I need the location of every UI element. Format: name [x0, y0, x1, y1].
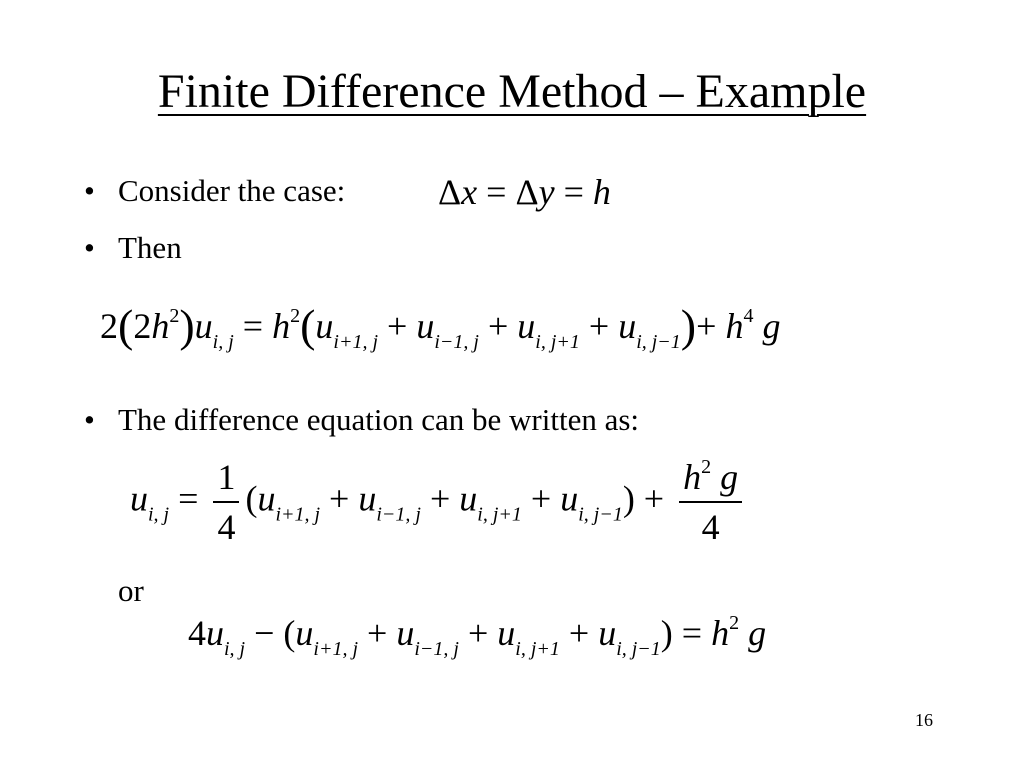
equation-case: Δx = Δy = h	[438, 172, 611, 212]
bullet-consider-text: Consider the case:	[118, 173, 346, 208]
bullet-then-text: Then	[118, 230, 182, 265]
bullet-then	[84, 230, 182, 266]
bullet-difference	[84, 402, 639, 438]
page-number: 16	[915, 710, 933, 730]
slide-title	[0, 62, 1024, 122]
equation-or: $4u_{i, j} - (u_{i+1, j} + u_{i-1, j} + u_{i, j+1} + u_{i, j-1}) = h^2$ g	[188, 612, 767, 660]
bullet-dot-icon: •	[84, 402, 95, 437]
slide-title-text: Finite Difference Method – Example	[157, 65, 867, 118]
bullet-dot-icon: •	[84, 173, 95, 208]
equation-difference: $u_{i, j}$ = $\frac{1}{4}$ $(u_{i+1, j} + u_{i-1, j} + u_{i, j+1} + u_{i, j-1})$ + $\frac{h^2 g}{4}$	[130, 455, 748, 549]
bullet-dot-icon: •	[84, 230, 95, 265]
bullet-difference-text: The difference equation can be written as:	[118, 402, 640, 437]
equation-then: $2(2h^2)u_{i, j} = h^2(u_{i+1, j} + u_{i-1, j} + u_{i, j+1} + u_{i, j-1})+ h^4$ g	[100, 300, 781, 353]
or-label: or	[118, 573, 144, 608]
fraction-one-quarter: $\frac{1}{4}$	[213, 455, 239, 549]
fraction-h2g-over-4: $\frac{h^2 g}{4}$	[679, 455, 742, 549]
bullet-consider	[84, 173, 345, 209]
